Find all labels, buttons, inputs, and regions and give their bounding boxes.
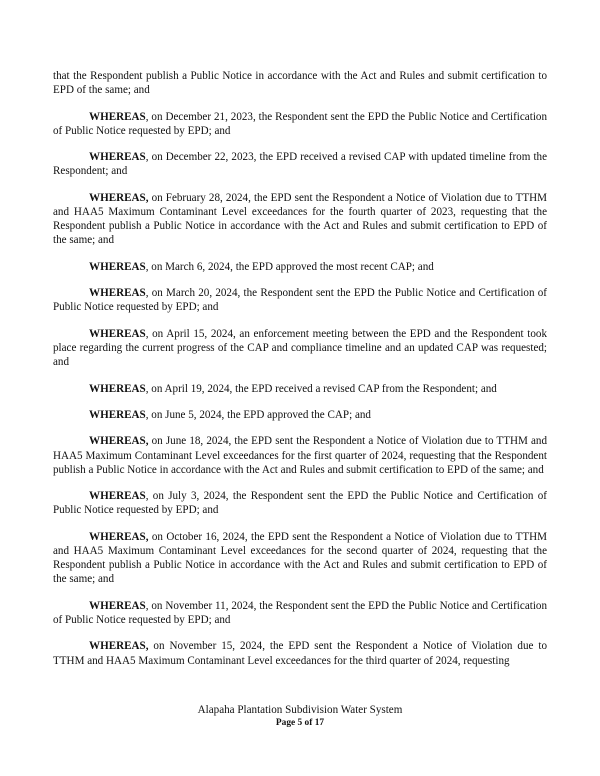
whereas-text: on October 16, 2024, the EPD sent the Respondent a Notice of Violation due to TTHM and HAA5 Maximum Contaminant Level exceedances for the second quarter of 2024, requesting that the Respondent publish a Public Notice in accordance with the Act and Rules and submit certification to EPD of the same; and xyxy=(53,530,547,586)
whereas-paragraph xyxy=(53,150,547,178)
whereas-text: , on April 15, 2024, an enforcement meeting between the EPD and the Respondent took place regarding the current progress of the CAP and compliance timeline and an updated CAP was requested; and xyxy=(53,327,547,369)
whereas-lead: WHEREAS xyxy=(89,151,146,164)
whereas-paragraph xyxy=(53,639,547,667)
whereas-text: , on December 22, 2023, the EPD received a revised CAP with updated timeline from the Respondent; and xyxy=(53,151,547,178)
whereas-text: , on December 21, 2023, the Respondent sent the EPD the Public Notice and Certification of Public Notice requested by EPD; and xyxy=(53,110,547,137)
whereas-text: on June 18, 2024, the EPD sent the Respondent a Notice of Violation due to TTHM and HAA5 Maximum Contaminant Level exceedances for the first quarter of 2024, requesting that the Respondent publish a Public Notice in accordance with the Act and Rules and submit certification to EPD of the same; and xyxy=(53,435,547,476)
whereas-paragraph xyxy=(53,408,547,422)
whereas-lead: WHEREAS xyxy=(89,260,146,273)
whereas-lead: WHEREAS xyxy=(89,408,146,421)
whereas-lead: WHEREAS xyxy=(89,327,146,340)
whereas-lead: WHEREAS, xyxy=(89,640,149,653)
whereas-lead: WHEREAS xyxy=(89,382,146,395)
whereas-paragraph xyxy=(53,599,547,627)
whereas-lead: WHEREAS, xyxy=(89,435,149,448)
whereas-paragraph xyxy=(53,110,547,138)
whereas-paragraph xyxy=(53,489,547,517)
whereas-text: , on March 20, 2024, the Respondent sent the EPD the Public Notice and Certification of Public Notice requested by EPD; and xyxy=(53,287,547,314)
whereas-paragraph xyxy=(53,530,547,587)
whereas-text: , on November 11, 2024, the Respondent sent the EPD the Public Notice and Certification of Public Notice requested by EPD; and xyxy=(53,599,547,626)
footer-title: Alapaha Plantation Subdivision Water System xyxy=(197,704,403,716)
whereas-text: , on July 3, 2024, the Respondent sent the EPD the Public Notice and Certification of Public Notice requested by EPD; and xyxy=(53,490,547,517)
whereas-lead: WHEREAS, xyxy=(89,191,149,204)
whereas-lead: WHEREAS, xyxy=(89,530,149,543)
whereas-paragraph xyxy=(53,191,547,248)
whereas-paragraph xyxy=(53,286,547,314)
whereas-paragraph xyxy=(53,382,547,396)
whereas-paragraph xyxy=(53,327,547,370)
whereas-lead: WHEREAS xyxy=(89,490,146,503)
whereas-paragraph xyxy=(53,260,547,274)
whereas-lead: WHEREAS xyxy=(89,110,146,123)
whereas-text: , on June 5, 2024, the EPD approved the CAP; and xyxy=(145,408,371,421)
whereas-text: , on April 19, 2024, the EPD received a revised CAP from the Respondent; and xyxy=(145,382,497,395)
page-footer xyxy=(0,704,600,730)
page-number: Page 5 of 17 xyxy=(275,718,325,728)
document-body xyxy=(53,69,547,680)
whereas-paragraph xyxy=(53,434,547,477)
opening-paragraph: that the Respondent publish a Public Notice in accordance with the Act and Rules and submit certification to EPD of the same; and xyxy=(53,70,547,97)
whereas-text: , on March 6, 2024, the EPD approved the most recent CAP; and xyxy=(145,260,434,273)
whereas-text: on November 15, 2024, the EPD sent the Respondent a Notice of Violation due to TTHM and HAA5 Maximum Contaminant Level exceedances for the third quarter of 2024, requesting xyxy=(53,640,547,667)
whereas-lead: WHEREAS xyxy=(89,599,146,612)
whereas-lead: WHEREAS xyxy=(89,287,146,300)
whereas-text: on February 28, 2024, the EPD sent the Respondent a Notice of Violation due to TTHM and HAA5 Maximum Contaminant Level exceedances for the fourth quarter of 2023, requesting that the Respondent publish a Public Notice in accordance with the Act and Rules and submit certification to EPD of the same; and xyxy=(53,191,547,247)
